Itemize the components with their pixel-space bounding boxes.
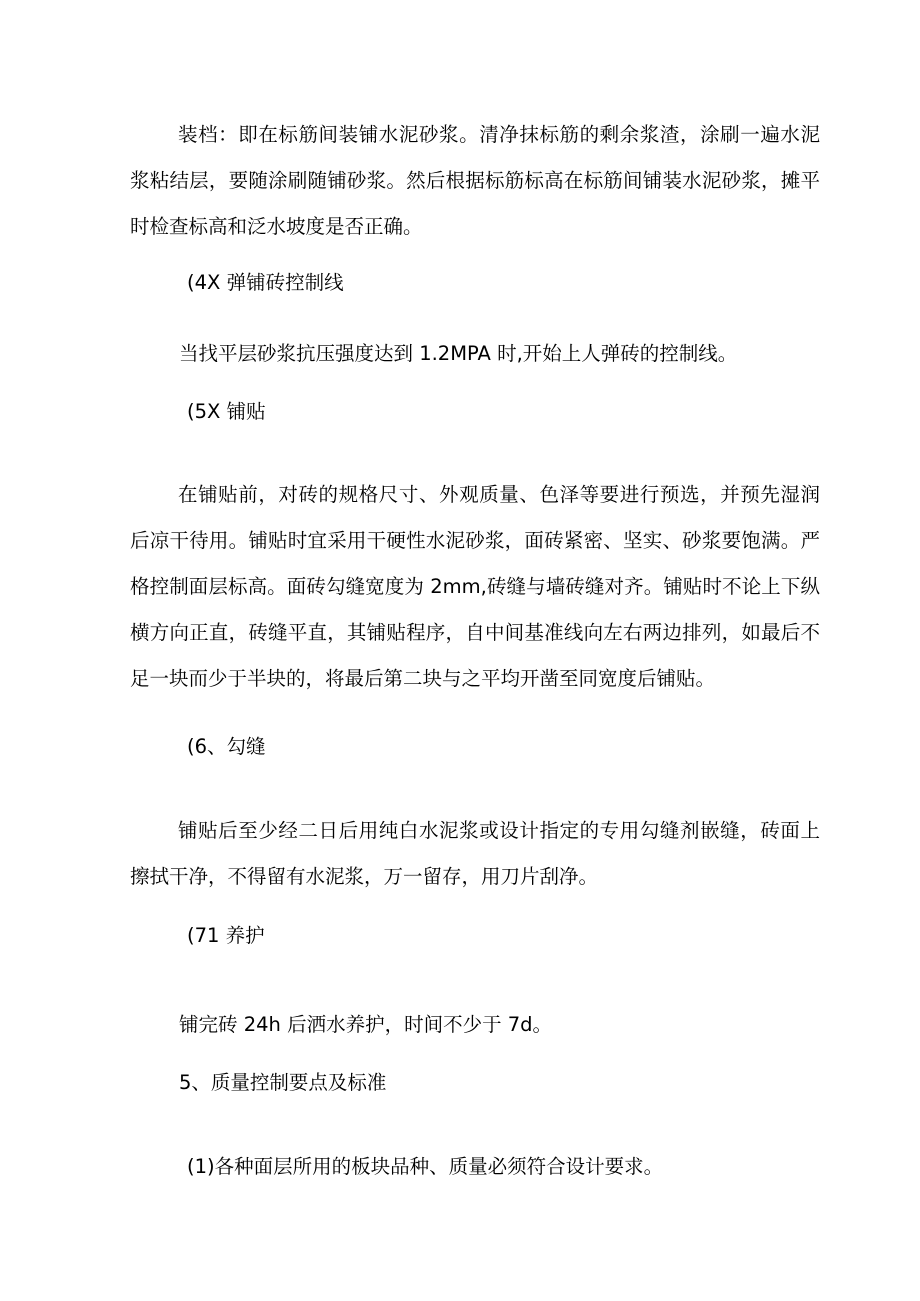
heading-laying: (5X 铺贴 [187, 400, 266, 423]
paragraph-control-line: 当找平层砂浆抗压强度达到 1.2MPA 时,开始上人弹砖的控制线。 [179, 342, 738, 365]
section-heading-quality: 5、质量控制要点及标准 [179, 1071, 387, 1094]
paragraph-grouting: 铺贴后至少经二日后用纯白水泥浆或设计指定的专用勾缝剂嵌缝，砖面上擦拭干净，不得留有水泥浆，万一留存，用刀片刮净。 [130, 819, 820, 888]
quality-item-1: (1)各种面层所用的板块品种、质量必须符合设计要求。 [187, 1155, 664, 1178]
paragraph-laying: 在铺贴前，对砖的规格尺寸、外观质量、色泽等要进行预选，并预先湿润后凉干待用。铺贴时宜采用干硬性水泥砂浆，面砖紧密、坚实、砂浆要饱满。严格控制面层标高。面砖勾缝宽度为 2mm,砖缝与墙砖缝对齐。铺贴时不论上下纵横方向正直，砖缝平直，其铺贴程序，自中间基准线向左右两边排列，如最后不足一块而少于半块的，将最后第二块与之平均开凿至同宽度后铺贴。 [130, 483, 820, 690]
heading-control-line: (4X 弹铺砖控制线 [187, 271, 344, 294]
heading-grouting: (6、勾缝 [187, 735, 266, 758]
heading-curing: (71 养护 [187, 924, 265, 947]
paragraph-curing: 铺完砖 24h 后洒水养护，时间不少于 7d。 [179, 1013, 553, 1036]
paragraph-filling: 装档：即在标筋间装铺水泥砂浆。清净抹标筋的剩余浆渣，涂刷一遍水泥浆粘结层，要随涂刷随铺砂浆。然后根据标筋标高在标筋间铺装水泥砂浆，摊平时检查标高和泛水坡度是否正确。 [130, 123, 820, 238]
